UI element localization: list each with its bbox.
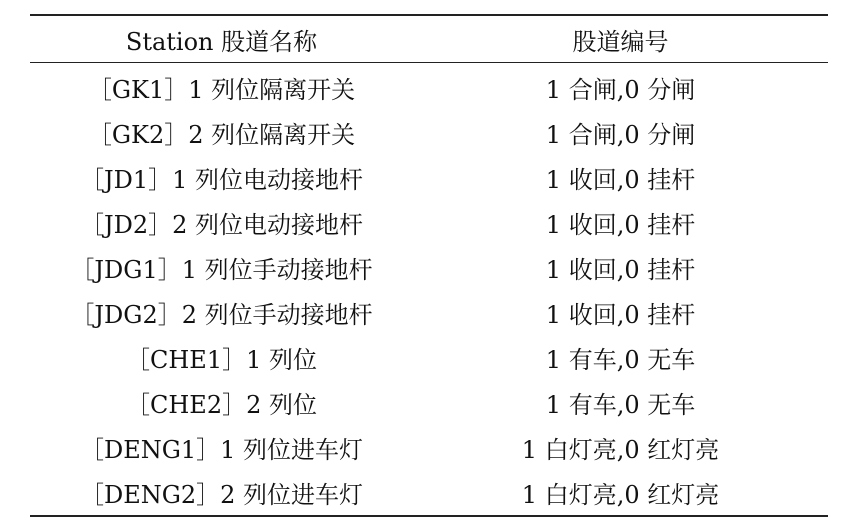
header-track-name: Station 股道名称 — [125, 27, 318, 56]
track-code-cell: 1 白灯亮,0 红灯亮 — [521, 481, 720, 509]
track-name-cell: ［GK2］2 列位隔离开关 — [87, 121, 356, 149]
table-row — [30, 425, 828, 470]
track-code-cell: 1 收回,0 挂杆 — [545, 166, 696, 194]
table-header — [30, 15, 828, 63]
table-row — [30, 63, 828, 111]
track-code-cell: 1 合闸,0 分闸 — [545, 121, 696, 149]
track-name-cell: ［GK1］1 列位隔离开关 — [87, 76, 356, 104]
track-name-cell: ［DENG2］2 列位进车灯 — [79, 481, 364, 509]
track-name-cell: ［JDG2］2 列位手动接地杆 — [70, 301, 373, 329]
table-body — [30, 63, 828, 517]
header-track-number: 股道编号 — [572, 27, 669, 56]
track-code-cell: 1 收回,0 挂杆 — [545, 211, 696, 239]
table-row — [30, 290, 828, 335]
track-code-cell: 1 有车,0 无车 — [545, 391, 696, 419]
track-code-cell: 1 收回,0 挂杆 — [545, 256, 696, 284]
table-row — [30, 110, 828, 155]
table-row — [30, 380, 828, 425]
track-name-cell: ［CHE2］2 列位 — [126, 391, 317, 419]
track-name-cell: ［JD2］2 列位电动接地杆 — [80, 211, 364, 239]
station-track-table — [30, 14, 828, 517]
track-code-cell: 1 合闸,0 分闸 — [545, 76, 696, 104]
track-name-cell: ［DENG1］1 列位进车灯 — [79, 436, 364, 464]
track-code-cell: 1 有车,0 无车 — [545, 346, 696, 374]
track-code-cell: 1 白灯亮,0 红灯亮 — [521, 436, 720, 464]
track-code-cell: 1 收回,0 挂杆 — [545, 301, 696, 329]
table-row — [30, 470, 828, 516]
table-row — [30, 155, 828, 200]
header-row — [30, 15, 828, 63]
table-row — [30, 245, 828, 290]
track-name-cell: ［CHE1］1 列位 — [126, 346, 317, 374]
track-name-cell: ［JDG1］1 列位手动接地杆 — [70, 256, 373, 284]
table-row — [30, 200, 828, 245]
track-name-cell: ［JD1］1 列位电动接地杆 — [80, 166, 364, 194]
station-track-table-container — [30, 14, 828, 517]
table-row — [30, 335, 828, 380]
